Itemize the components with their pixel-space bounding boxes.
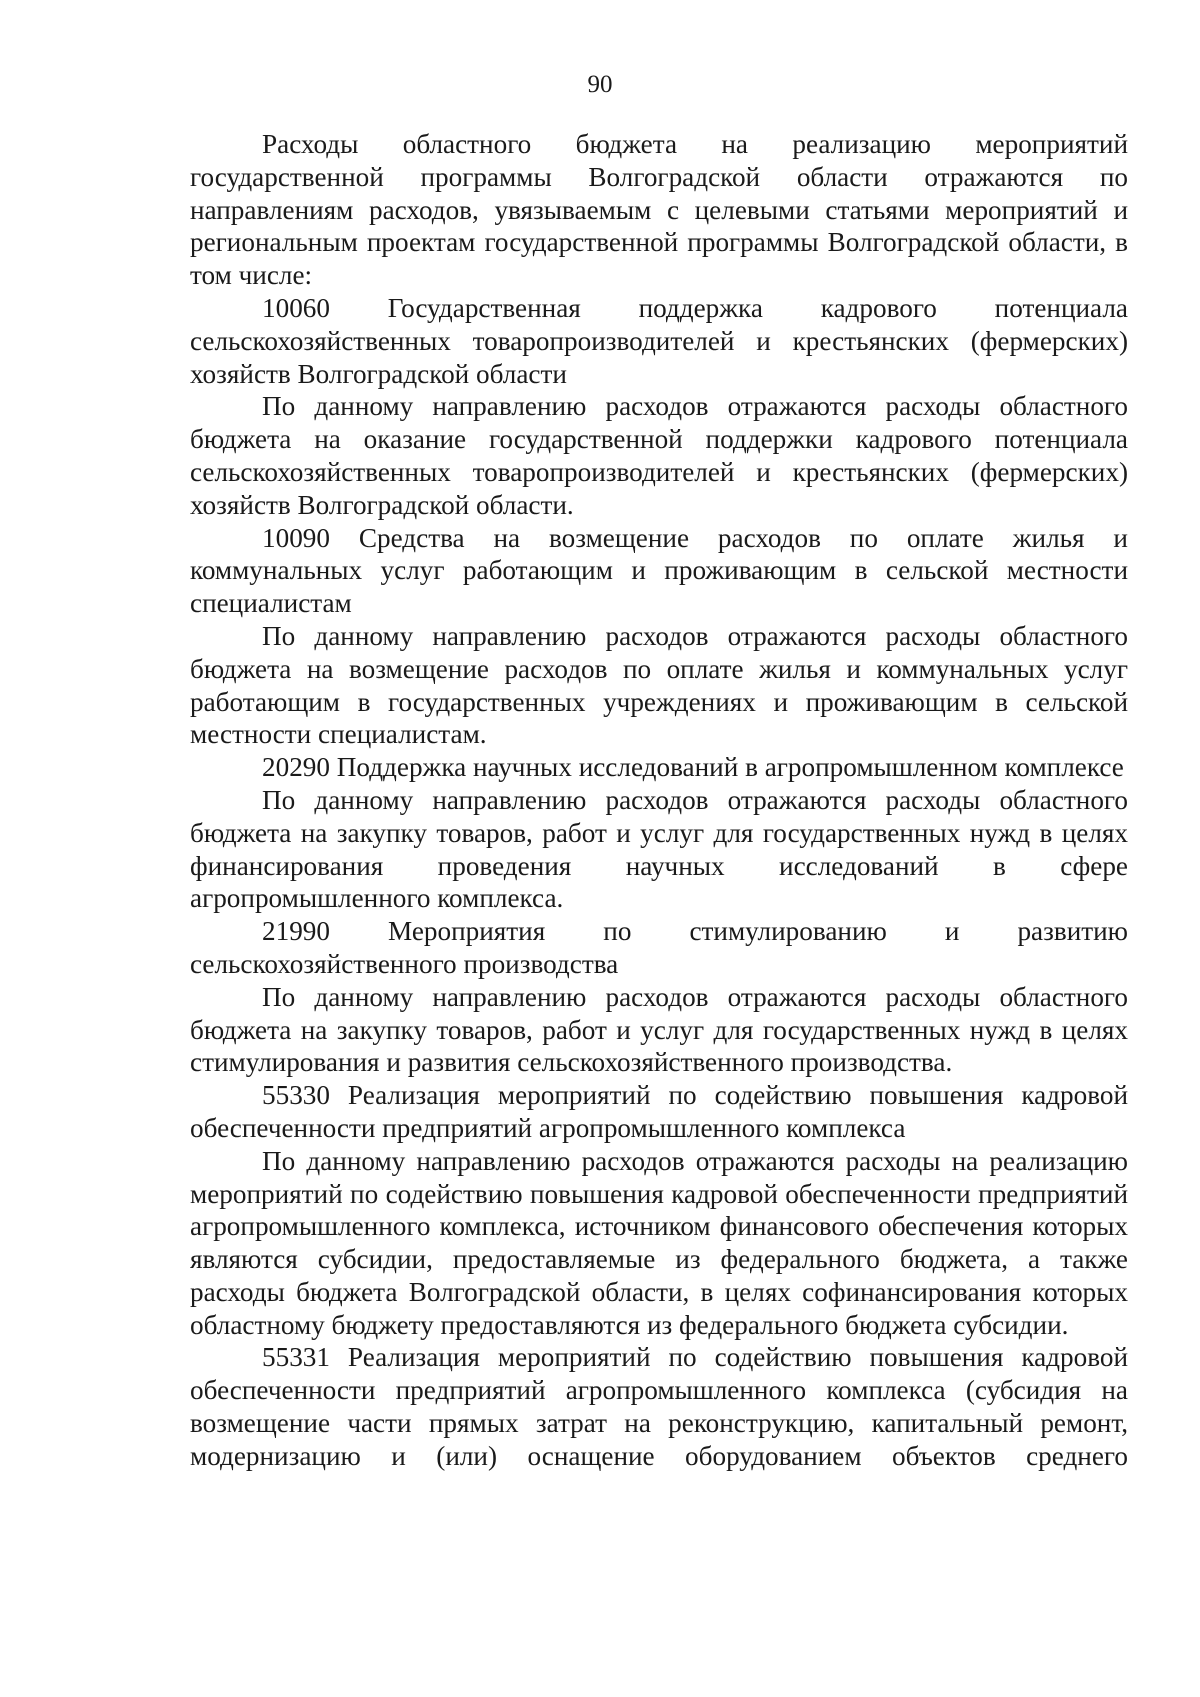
section-heading-55331: 55331 Реализация мероприятий по содействию повышения кадровой обеспеченности предприятий агропромышленного комплекса (субсидия на возмещение части прямых затрат на реконструкцию, капитальный ремонт, модернизацию и (или) оснащение оборудованием объектов среднего <box>190 1342 1128 1471</box>
section-heading-10090: 10090 Средства на возмещение расходов по оплате жилья и коммунальных услуг работающим и проживающим в сельской местности специалистам <box>190 522 1128 619</box>
section-heading-20290: 20290 Поддержка научных исследований в агропромышленном комплексе <box>262 752 1124 783</box>
section-heading-21990: 21990 Мероприятия по стимулированию и развитию сельскохозяйственного производства <box>190 916 1128 979</box>
section-heading-10060: 10060 Государственная поддержка кадрового потенциала сельскохозяйственных товаропроизводителей и крестьянских (фермерских) хозяйств Волгоградской области <box>190 292 1128 389</box>
section-body-20290: По данному направлению расходов отражаются расходы областного бюджета на закупку товаров, работ и услуг для государственных нужд в целях финансирования проведения научных исследований в сфере агропромышленного комплекса. <box>190 784 1128 914</box>
section-body-55330: По данному направлению расходов отражаются расходы на реализацию мероприятий по содействию повышения кадровой обеспеченности предприятий агропромышленного комплекса, источником финансового обеспечения которых являются субсидии, предоставляемые из федерального бюджета, а также расходы бюджета Волгоградской области, в целях софинансирования которых областному бюджету предоставляются из федерального бюджета субсидии. <box>190 1145 1128 1340</box>
section-heading-55330: 55330 Реализация мероприятий по содействию повышения кадровой обеспеченности предприятий агропромышленного комплекса <box>190 1080 1128 1143</box>
section-body-10060: По данному направлению расходов отражаются расходы областного бюджета на оказание государственной поддержки кадрового потенциала сельскохозяйственных товаропроизводителей и крестьянских (фермерских) хозяйств Волгоградской области. <box>190 391 1128 520</box>
page-number: 90 <box>587 71 613 98</box>
section-body-21990: По данному направлению расходов отражаются расходы областного бюджета на закупку товаров, работ и услуг для государственных нужд в целях стимулирования и развития сельскохозяйственного производства. <box>190 981 1128 1078</box>
section-body-10090: По данному направлению расходов отражаются расходы областного бюджета на возмещение расходов по оплате жилья и коммунальных услуг работающим в государственных учреждениях и проживающим в сельской местности специалистам. <box>190 620 1128 750</box>
document-body <box>190 128 1128 1473</box>
intro-paragraph: Расходы областного бюджета на реализацию мероприятий государственной программы Волгоградской области отражаются по направлениям расходов, увязываемым с целевыми статьями мероприятий и региональным проектам государственной программы Волгоградской области, в том числе: <box>190 129 1128 291</box>
